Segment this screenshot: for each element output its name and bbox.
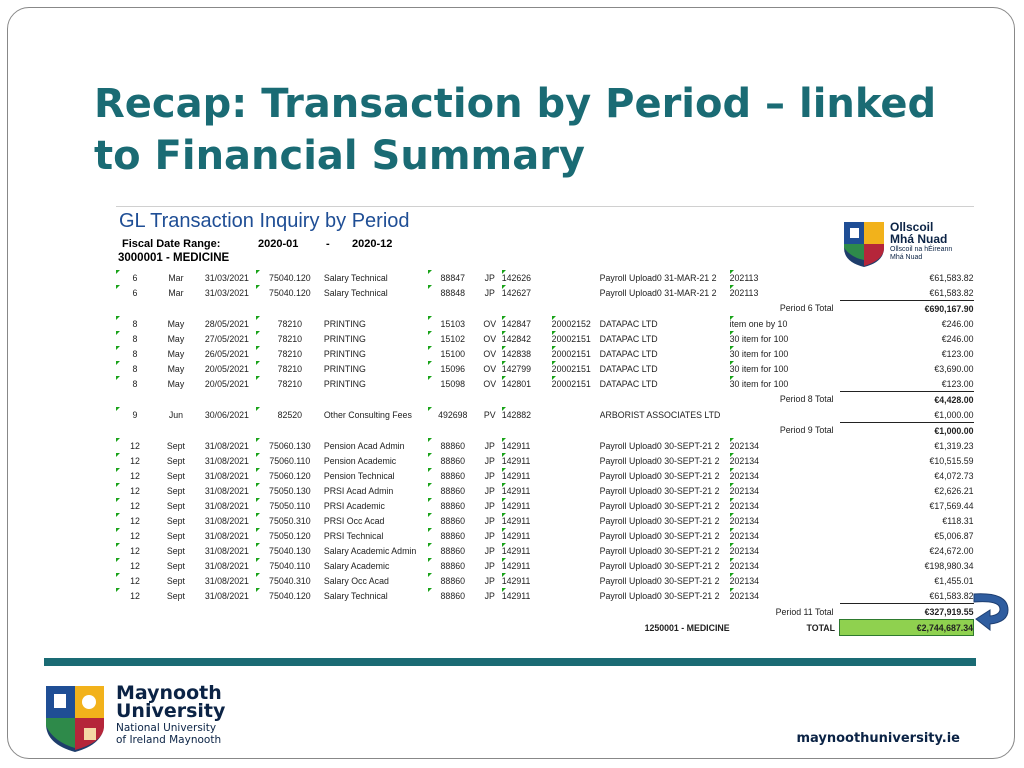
- month-cell: Sept: [166, 590, 185, 601]
- note-cell: 202134: [730, 483, 840, 498]
- transaction-row: [116, 376, 974, 392]
- period-cell: 12: [116, 543, 154, 558]
- grand-total-label: TOTAL: [806, 622, 836, 633]
- month-cell: Mar: [168, 272, 184, 283]
- date-cell: 31/08/2021: [204, 440, 249, 451]
- source-cell: JP: [484, 440, 495, 451]
- po-cell: 20002151: [552, 346, 600, 361]
- period-cell: 12: [116, 498, 154, 513]
- document-cell: 142911: [502, 453, 552, 468]
- po-cell: [552, 285, 600, 301]
- amount-cell: €61,583.82: [929, 590, 974, 601]
- month-cell: Mar: [168, 287, 184, 298]
- text-line: National University: [116, 722, 217, 734]
- date-cell: 20/05/2021: [204, 363, 249, 374]
- fiscal-range-dash: -: [326, 238, 330, 250]
- amount-cell: €61,583.82: [929, 287, 974, 298]
- date-cell: 31/08/2021: [204, 560, 249, 571]
- text-line: Mhá Nuad: [890, 254, 923, 261]
- report-screenshot: [116, 206, 974, 636]
- source-cell: OV: [483, 378, 497, 389]
- account-cell: 75040.310: [256, 573, 324, 588]
- period-total-amount: €4,428.00: [840, 392, 974, 408]
- slide-title: Recap: Transaction by Period – linked to Financial Summary: [94, 81, 937, 179]
- note-cell: 30 item for 100: [730, 346, 840, 361]
- month-cell: May: [167, 318, 185, 329]
- description-cell: Pension Academic: [323, 455, 397, 466]
- text-line: of Ireland Maynooth: [116, 734, 222, 746]
- transaction-row: [116, 361, 974, 376]
- amount-cell: €198,980.34: [924, 560, 974, 571]
- reference-cell: 88860: [428, 513, 478, 528]
- document-cell: 142847: [502, 316, 552, 331]
- source-cell: JP: [484, 455, 495, 466]
- document-cell: 142626: [502, 270, 552, 285]
- month-cell: May: [167, 363, 185, 374]
- month-cell: May: [167, 333, 185, 344]
- document-cell: 142911: [502, 438, 552, 453]
- date-cell: 28/05/2021: [204, 318, 249, 329]
- account-cell: 75060.130: [256, 438, 324, 453]
- period-total-label: Period 6 Total: [779, 303, 834, 314]
- party-cell: Payroll Upload0 30-SEPT-21 2: [599, 530, 720, 541]
- account-cell: 75040.120: [256, 285, 324, 301]
- party-cell: ARBORIST ASSOCIATES LTD: [599, 409, 721, 420]
- spacer-cell: [116, 620, 600, 636]
- source-cell: JP: [484, 287, 495, 298]
- note-cell: 202134: [730, 498, 840, 513]
- po-cell: [552, 573, 600, 588]
- note-cell: 202134: [730, 543, 840, 558]
- reference-cell: 15098: [428, 376, 478, 392]
- maynooth-crest-icon: [44, 684, 106, 754]
- po-cell: [552, 483, 600, 498]
- transaction-row: [116, 483, 974, 498]
- document-cell: 142911: [502, 498, 552, 513]
- reference-cell: 88860: [428, 528, 478, 543]
- report-top-border: [116, 206, 974, 207]
- date-cell: 26/05/2021: [204, 348, 249, 359]
- description-cell: Salary Academic: [323, 560, 390, 571]
- amount-cell: €2,626.21: [934, 485, 974, 496]
- amount-cell: €1,455.01: [934, 575, 974, 586]
- period-cell: 6: [116, 270, 154, 285]
- account-cell: 78210: [256, 376, 324, 392]
- reference-cell: 88860: [428, 483, 478, 498]
- note-cell: 202134: [730, 573, 840, 588]
- month-cell: Sept: [166, 560, 185, 571]
- description-cell: PRINTING: [323, 378, 366, 389]
- spacer-cell: [116, 604, 600, 620]
- curved-arrow-icon: [968, 586, 1016, 632]
- date-cell: 31/08/2021: [204, 515, 249, 526]
- source-cell: JP: [484, 470, 495, 481]
- party-cell: DATAPAC LTD: [599, 378, 658, 389]
- period-cell: 8: [116, 331, 154, 346]
- amount-cell: €246.00: [941, 333, 974, 344]
- period-total-amount: €1,000.00: [840, 423, 974, 439]
- transaction-row: [116, 498, 974, 513]
- reference-cell: 492698: [428, 407, 478, 423]
- document-cell: 142882: [502, 407, 552, 423]
- source-cell: OV: [483, 318, 497, 329]
- document-cell: 142911: [502, 573, 552, 588]
- reference-cell: 15103: [428, 316, 478, 331]
- source-cell: JP: [484, 530, 495, 541]
- period-total-label: Period 8 Total: [779, 394, 834, 405]
- date-cell: 31/03/2021: [204, 287, 249, 298]
- period-cell: 6: [116, 285, 154, 301]
- date-cell: 30/06/2021: [204, 409, 249, 420]
- date-cell: 31/08/2021: [204, 500, 249, 511]
- po-cell: [552, 468, 600, 483]
- party-cell: Payroll Upload0 30-SEPT-21 2: [599, 545, 720, 556]
- date-cell: 31/08/2021: [204, 485, 249, 496]
- note-cell: 30 item for 100: [730, 361, 840, 376]
- document-cell: 142911: [502, 558, 552, 573]
- account-cell: 75060.110: [256, 453, 324, 468]
- period-total-row: [116, 301, 974, 317]
- date-cell: 31/08/2021: [204, 470, 249, 481]
- date-cell: 31/08/2021: [204, 575, 249, 586]
- reference-cell: 15102: [428, 331, 478, 346]
- ollscoil-logo-sub: [890, 246, 952, 262]
- account-cell: 75040.130: [256, 543, 324, 558]
- month-cell: Sept: [166, 455, 185, 466]
- month-cell: Sept: [166, 530, 185, 541]
- document-cell: 142911: [502, 468, 552, 483]
- date-cell: 31/08/2021: [204, 455, 249, 466]
- description-cell: Salary Occ Acad: [323, 575, 389, 586]
- period-cell: 12: [116, 468, 154, 483]
- note-cell: 202113: [730, 270, 840, 285]
- period-cell: 12: [116, 513, 154, 528]
- month-cell: Sept: [166, 500, 185, 511]
- grand-total-row: [116, 620, 974, 636]
- transaction-row: [116, 528, 974, 543]
- footer-divider-bar: [44, 658, 976, 666]
- note-cell: 202134: [730, 468, 840, 483]
- transaction-row: [116, 438, 974, 453]
- amount-cell: €4,072.73: [934, 470, 974, 481]
- period-total-row: [116, 423, 974, 439]
- month-cell: May: [167, 348, 185, 359]
- account-cell: 75040.120: [256, 588, 324, 604]
- party-cell: Payroll Upload0 30-SEPT-21 2: [599, 440, 720, 451]
- amount-cell: €123.00: [941, 378, 974, 389]
- account-cell: 75050.120: [256, 528, 324, 543]
- amount-cell: €118.31: [942, 515, 974, 526]
- document-cell: 142911: [502, 528, 552, 543]
- po-cell: [552, 543, 600, 558]
- po-cell: [552, 528, 600, 543]
- description-cell: PRINTING: [323, 348, 366, 359]
- description-cell: PRINTING: [323, 363, 366, 374]
- text-line: Maynooth: [116, 682, 222, 704]
- spacer-cell: [116, 392, 600, 408]
- period-cell: 8: [116, 316, 154, 331]
- text-line: University: [116, 700, 226, 722]
- transaction-row: [116, 573, 974, 588]
- report-unit: 3000001 - MEDICINE: [118, 252, 230, 264]
- date-cell: 31/03/2021: [204, 272, 249, 283]
- description-cell: PRINTING: [323, 333, 366, 344]
- period-total-amount: €690,167.90: [840, 301, 974, 317]
- amount-cell: €17,569.44: [929, 500, 974, 511]
- reference-cell: 15096: [428, 361, 478, 376]
- po-cell: [552, 407, 600, 423]
- period-total-row: [116, 392, 974, 408]
- fiscal-range-from: 2020-01: [258, 238, 299, 250]
- reference-cell: 88860: [428, 468, 478, 483]
- party-cell: Payroll Upload0 30-SEPT-21 2: [599, 575, 720, 586]
- month-cell: Sept: [166, 470, 185, 481]
- note-cell: 202113: [730, 285, 840, 301]
- amount-cell: €246.00: [941, 318, 974, 329]
- period-cell: 9: [116, 407, 154, 423]
- period-cell: 8: [116, 361, 154, 376]
- month-cell: Sept: [166, 485, 185, 496]
- party-cell: Payroll Upload0 30-SEPT-21 2: [599, 455, 720, 466]
- document-cell: 142911: [502, 513, 552, 528]
- reference-cell: 88860: [428, 498, 478, 513]
- po-cell: [552, 453, 600, 468]
- account-cell: 75040.110: [256, 558, 324, 573]
- po-cell: 20002151: [552, 331, 600, 346]
- amount-cell: €1,000.00: [934, 409, 974, 420]
- transaction-row: [116, 543, 974, 558]
- date-cell: 31/08/2021: [204, 530, 249, 541]
- note-cell: item one by 10: [730, 316, 840, 331]
- account-cell: 75050.110: [256, 498, 324, 513]
- transaction-row: [116, 346, 974, 361]
- source-cell: JP: [484, 575, 495, 586]
- text-line: Ollscoil na hÉireann: [890, 246, 953, 253]
- date-cell: 31/08/2021: [204, 590, 249, 601]
- document-cell: 142842: [502, 331, 552, 346]
- account-cell: 78210: [256, 361, 324, 376]
- amount-cell: €61,583.82: [929, 272, 974, 283]
- source-cell: OV: [483, 348, 497, 359]
- transaction-row: [116, 453, 974, 468]
- period-cell: 12: [116, 558, 154, 573]
- month-cell: Sept: [166, 545, 185, 556]
- period-total-label: Period 9 Total: [779, 425, 834, 436]
- note-cell: 202134: [730, 528, 840, 543]
- note-cell: [730, 407, 840, 423]
- month-cell: Sept: [166, 575, 185, 586]
- document-cell: 142838: [502, 346, 552, 361]
- po-cell: [552, 498, 600, 513]
- po-cell: [552, 270, 600, 285]
- description-cell: Salary Academic Admin: [323, 545, 417, 556]
- source-cell: PV: [483, 409, 496, 420]
- transaction-row: [116, 331, 974, 346]
- party-cell: DATAPAC LTD: [599, 318, 658, 329]
- transaction-row: [116, 558, 974, 573]
- party-cell: Payroll Upload0 30-SEPT-21 2: [599, 515, 720, 526]
- reference-cell: 15100: [428, 346, 478, 361]
- po-cell: [552, 438, 600, 453]
- account-cell: 78210: [256, 331, 324, 346]
- amount-cell: €1,319.23: [934, 440, 974, 451]
- reference-cell: 88860: [428, 438, 478, 453]
- period-cell: 12: [116, 573, 154, 588]
- transaction-row: [116, 513, 974, 528]
- transaction-row: [116, 468, 974, 483]
- source-cell: JP: [484, 272, 495, 283]
- description-cell: Salary Technical: [323, 287, 388, 298]
- grand-total-amount: €2,744,687.34: [840, 620, 974, 636]
- period-cell: 12: [116, 438, 154, 453]
- report-title: GL Transaction Inquiry by Period: [119, 210, 410, 232]
- transaction-table: [116, 270, 974, 636]
- document-cell: 142911: [502, 588, 552, 604]
- description-cell: PRSI Acad Admin: [323, 485, 394, 496]
- source-cell: JP: [484, 515, 495, 526]
- reference-cell: 88860: [428, 558, 478, 573]
- reference-cell: 88860: [428, 588, 478, 604]
- amount-cell: €5,006.87: [934, 530, 974, 541]
- reference-cell: 88860: [428, 573, 478, 588]
- source-cell: OV: [483, 363, 497, 374]
- month-cell: May: [167, 378, 185, 389]
- month-cell: Sept: [166, 440, 185, 451]
- description-cell: Salary Technical: [323, 272, 388, 283]
- description-cell: PRINTING: [323, 318, 366, 329]
- description-cell: Pension Acad Admin: [323, 440, 405, 451]
- description-cell: Other Consulting Fees: [323, 409, 412, 420]
- party-cell: Payroll Upload0 31-MAR-21 2: [599, 287, 717, 298]
- website-url[interactable]: maynoothuniversity.ie: [796, 731, 960, 746]
- party-cell: DATAPAC LTD: [599, 348, 658, 359]
- description-cell: Pension Technical: [323, 470, 395, 481]
- source-cell: JP: [484, 590, 495, 601]
- party-cell: Payroll Upload0 31-MAR-21 2: [599, 272, 717, 283]
- account-cell: 78210: [256, 346, 324, 361]
- period-cell: 12: [116, 483, 154, 498]
- transaction-row: [116, 285, 974, 301]
- note-cell: 202134: [730, 438, 840, 453]
- source-cell: JP: [484, 500, 495, 511]
- date-cell: 20/05/2021: [204, 378, 249, 389]
- transaction-row: [116, 316, 974, 331]
- po-cell: [552, 558, 600, 573]
- document-cell: 142911: [502, 543, 552, 558]
- maynooth-university-name: [116, 684, 225, 720]
- account-cell: 75060.120: [256, 468, 324, 483]
- description-cell: PRSI Academic: [323, 500, 385, 511]
- grand-total-unit: 1250001 - MEDICINE: [644, 622, 730, 633]
- month-cell: Jun: [168, 409, 184, 420]
- reference-cell: 88847: [428, 270, 478, 285]
- party-cell: DATAPAC LTD: [599, 363, 658, 374]
- account-cell: 75050.310: [256, 513, 324, 528]
- note-cell: 202134: [730, 453, 840, 468]
- document-cell: 142911: [502, 483, 552, 498]
- party-cell: Payroll Upload0 30-SEPT-21 2: [599, 560, 720, 571]
- account-cell: 75040.120: [256, 270, 324, 285]
- text-line: Ollscoil: [890, 220, 934, 234]
- po-cell: 20002151: [552, 361, 600, 376]
- party-cell: Payroll Upload0 30-SEPT-21 2: [599, 590, 720, 601]
- period-total-row: [116, 604, 974, 620]
- transaction-row: [116, 588, 974, 604]
- date-cell: 31/08/2021: [204, 545, 249, 556]
- period-cell: 12: [116, 528, 154, 543]
- fiscal-range-label: Fiscal Date Range:: [122, 238, 221, 250]
- note-cell: 30 item for 100: [730, 376, 840, 392]
- description-cell: PRSI Occ Acad: [323, 515, 385, 526]
- note-cell: 202134: [730, 558, 840, 573]
- amount-cell: €3,690.00: [934, 363, 974, 374]
- account-cell: 82520: [256, 407, 324, 423]
- account-cell: 78210: [256, 316, 324, 331]
- note-cell: 202134: [730, 588, 840, 604]
- amount-cell: €10,515.59: [929, 455, 974, 466]
- reference-cell: 88860: [428, 453, 478, 468]
- document-cell: 142627: [502, 285, 552, 301]
- period-cell: 8: [116, 346, 154, 361]
- maynooth-university-subtitle: [116, 722, 221, 746]
- description-cell: Salary Technical: [323, 590, 388, 601]
- period-cell: 12: [116, 453, 154, 468]
- po-cell: [552, 588, 600, 604]
- period-total-label: Period 11 Total: [775, 606, 834, 617]
- account-cell: 75050.130: [256, 483, 324, 498]
- party-cell: Payroll Upload0 30-SEPT-21 2: [599, 500, 720, 511]
- po-cell: [552, 513, 600, 528]
- spacer-cell: [116, 301, 600, 317]
- po-cell: 20002152: [552, 316, 600, 331]
- ollscoil-crest-icon: [842, 220, 886, 268]
- party-cell: Payroll Upload0 30-SEPT-21 2: [599, 485, 720, 496]
- source-cell: JP: [484, 545, 495, 556]
- party-cell: Payroll Upload0 30-SEPT-21 2: [599, 470, 720, 481]
- reference-cell: 88860: [428, 543, 478, 558]
- transaction-row: [116, 407, 974, 423]
- period-cell: 12: [116, 588, 154, 604]
- fiscal-range-to: 2020-12: [352, 238, 393, 250]
- party-cell: DATAPAC LTD: [599, 333, 658, 344]
- ollscoil-logo-name: [890, 221, 947, 245]
- text-line: Mhá Nuad: [890, 232, 948, 246]
- note-cell: 30 item for 100: [730, 331, 840, 346]
- po-cell: 20002151: [552, 376, 600, 392]
- description-cell: PRSI Technical: [323, 530, 384, 541]
- note-cell: 202134: [730, 513, 840, 528]
- source-cell: JP: [484, 485, 495, 496]
- reference-cell: 88848: [428, 285, 478, 301]
- amount-cell: €123.00: [941, 348, 974, 359]
- document-cell: 142799: [502, 361, 552, 376]
- source-cell: OV: [483, 333, 497, 344]
- amount-cell: €24,672.00: [929, 545, 974, 556]
- spacer-cell: [116, 423, 600, 439]
- period-total-amount: €327,919.55: [840, 604, 974, 620]
- document-cell: 142801: [502, 376, 552, 392]
- period-cell: 8: [116, 376, 154, 392]
- month-cell: Sept: [166, 515, 185, 526]
- ollscoil-logo-name-text: [890, 221, 947, 245]
- transaction-row: [116, 270, 974, 285]
- source-cell: JP: [484, 560, 495, 571]
- date-cell: 27/05/2021: [204, 333, 249, 344]
